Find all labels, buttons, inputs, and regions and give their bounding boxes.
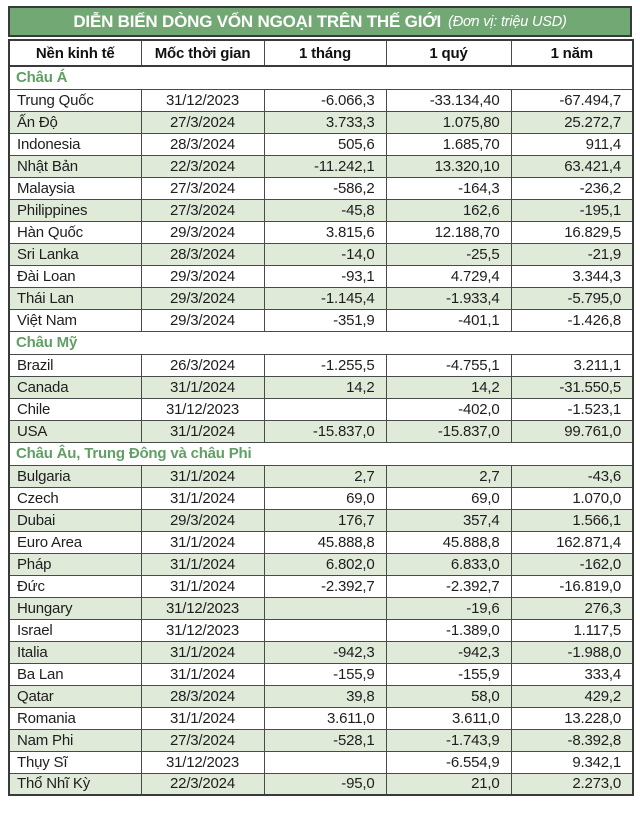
one-month-value: -351,9 [264, 309, 386, 331]
one-quarter-value: 162,6 [386, 199, 511, 221]
economy-name: Ấn Độ [9, 111, 141, 133]
one-quarter-value: 58,0 [386, 685, 511, 707]
table-row [9, 773, 633, 795]
section-header-label: Châu Mỹ [9, 331, 633, 354]
economy-name: Thái Lan [9, 287, 141, 309]
one-year-value: 162.871,4 [511, 531, 633, 553]
section-row [9, 331, 633, 354]
date-value: 31/12/2023 [141, 89, 264, 111]
one-quarter-value: 3.611,0 [386, 707, 511, 729]
economy-name: Canada [9, 376, 141, 398]
section-row [9, 66, 633, 89]
date-value: 29/3/2024 [141, 309, 264, 331]
section-header-label: Châu Âu, Trung Đông và châu Phi [9, 442, 633, 465]
economy-name: Italia [9, 641, 141, 663]
one-month-value: -45,8 [264, 199, 386, 221]
economy-name: Thụy Sĩ [9, 751, 141, 773]
date-value: 22/3/2024 [141, 773, 264, 795]
date-value: 27/3/2024 [141, 111, 264, 133]
one-month-value [264, 597, 386, 619]
one-month-value: 505,6 [264, 133, 386, 155]
economy-name: Trung Quốc [9, 89, 141, 111]
one-quarter-value: 69,0 [386, 487, 511, 509]
economy-name: Ba Lan [9, 663, 141, 685]
date-value: 29/3/2024 [141, 509, 264, 531]
one-quarter-value: -942,3 [386, 641, 511, 663]
one-year-value: -236,2 [511, 177, 633, 199]
table-row [9, 177, 633, 199]
one-year-value: 25.272,7 [511, 111, 633, 133]
one-quarter-value: -25,5 [386, 243, 511, 265]
one-quarter-value: 14,2 [386, 376, 511, 398]
date-value: 31/1/2024 [141, 465, 264, 487]
one-quarter-value: 2,7 [386, 465, 511, 487]
section-row [9, 442, 633, 465]
table-row [9, 398, 633, 420]
economy-name: Qatar [9, 685, 141, 707]
one-month-value: 69,0 [264, 487, 386, 509]
economy-name: Bulgaria [9, 465, 141, 487]
economy-name: Philippines [9, 199, 141, 221]
one-quarter-value: -1.743,9 [386, 729, 511, 751]
table-row [9, 133, 633, 155]
date-value: 31/12/2023 [141, 398, 264, 420]
table-header-row [9, 40, 633, 66]
one-quarter-value: -19,6 [386, 597, 511, 619]
table-title: DIỄN BIẾN DÒNG VỐN NGOẠI TRÊN THẾ GIỚI [73, 11, 442, 31]
one-year-value: -1.426,8 [511, 309, 633, 331]
table-row [9, 243, 633, 265]
one-quarter-value: -402,0 [386, 398, 511, 420]
one-year-value: 429,2 [511, 685, 633, 707]
one-month-value: 6.802,0 [264, 553, 386, 575]
one-quarter-value: -401,1 [386, 309, 511, 331]
table-row [9, 751, 633, 773]
date-value: 31/1/2024 [141, 663, 264, 685]
one-year-value: 1.070,0 [511, 487, 633, 509]
one-month-value: 3.611,0 [264, 707, 386, 729]
date-value: 28/3/2024 [141, 243, 264, 265]
date-value: 26/3/2024 [141, 354, 264, 376]
one-quarter-value: 21,0 [386, 773, 511, 795]
economy-name: Chile [9, 398, 141, 420]
economy-name: Czech [9, 487, 141, 509]
one-year-value: -31.550,5 [511, 376, 633, 398]
date-value: 31/1/2024 [141, 641, 264, 663]
table-row [9, 487, 633, 509]
one-year-value: -21,9 [511, 243, 633, 265]
economy-name: Việt Nam [9, 309, 141, 331]
economy-name: Pháp [9, 553, 141, 575]
date-value: 29/3/2024 [141, 265, 264, 287]
economy-name: Đức [9, 575, 141, 597]
one-month-value: 3.815,6 [264, 221, 386, 243]
one-quarter-value: -164,3 [386, 177, 511, 199]
one-year-value: 63.421,4 [511, 155, 633, 177]
date-value: 28/3/2024 [141, 685, 264, 707]
one-month-value: -942,3 [264, 641, 386, 663]
date-value: 28/3/2024 [141, 133, 264, 155]
one-month-value: -93,1 [264, 265, 386, 287]
one-year-value: 911,4 [511, 133, 633, 155]
table-row [9, 509, 633, 531]
table-row [9, 376, 633, 398]
table-row [9, 420, 633, 442]
date-value: 31/12/2023 [141, 597, 264, 619]
date-value: 31/1/2024 [141, 553, 264, 575]
one-month-value: 2,7 [264, 465, 386, 487]
one-year-value: -162,0 [511, 553, 633, 575]
one-year-value: 13.228,0 [511, 707, 633, 729]
table-row [9, 663, 633, 685]
one-year-value: -43,6 [511, 465, 633, 487]
economy-name: Romania [9, 707, 141, 729]
one-month-value: -14,0 [264, 243, 386, 265]
one-year-value: 99.761,0 [511, 420, 633, 442]
one-quarter-value: -33.134,40 [386, 89, 511, 111]
one-month-value: -95,0 [264, 773, 386, 795]
one-month-value [264, 398, 386, 420]
table-row [9, 729, 633, 751]
date-value: 31/1/2024 [141, 487, 264, 509]
economy-name: Nam Phi [9, 729, 141, 751]
one-quarter-value: -2.392,7 [386, 575, 511, 597]
date-value: 31/12/2023 [141, 751, 264, 773]
one-quarter-value: 13.320,10 [386, 155, 511, 177]
one-year-value: 1.117,5 [511, 619, 633, 641]
table-row [9, 597, 633, 619]
date-value: 31/1/2024 [141, 376, 264, 398]
one-month-value: 3.733,3 [264, 111, 386, 133]
one-quarter-value: 6.833,0 [386, 553, 511, 575]
date-value: 31/1/2024 [141, 575, 264, 597]
one-month-value [264, 619, 386, 641]
table-row [9, 221, 633, 243]
one-quarter-value: 45.888,8 [386, 531, 511, 553]
one-quarter-value: -1.389,0 [386, 619, 511, 641]
date-value: 27/3/2024 [141, 729, 264, 751]
table-row [9, 553, 633, 575]
economy-name: Thổ Nhĩ Kỳ [9, 773, 141, 795]
one-year-value: -8.392,8 [511, 729, 633, 751]
one-quarter-value: 12.188,70 [386, 221, 511, 243]
table-row [9, 707, 633, 729]
column-header-economy: Nền kinh tế [9, 40, 141, 66]
table-row [9, 354, 633, 376]
one-month-value: -528,1 [264, 729, 386, 751]
table-row [9, 685, 633, 707]
table-row [9, 89, 633, 111]
one-month-value: -1.255,5 [264, 354, 386, 376]
economy-name: Nhật Bản [9, 155, 141, 177]
table-row [9, 641, 633, 663]
one-year-value: -1.988,0 [511, 641, 633, 663]
one-month-value: -15.837,0 [264, 420, 386, 442]
economy-name: USA [9, 420, 141, 442]
one-quarter-value: 1.685,70 [386, 133, 511, 155]
one-year-value: -1.523,1 [511, 398, 633, 420]
one-quarter-value: -6.554,9 [386, 751, 511, 773]
date-value: 22/3/2024 [141, 155, 264, 177]
one-quarter-value: 1.075,80 [386, 111, 511, 133]
one-month-value [264, 751, 386, 773]
economy-name: Hàn Quốc [9, 221, 141, 243]
one-month-value: 45.888,8 [264, 531, 386, 553]
table-unit-note: (Đơn vị: triệu USD) [448, 13, 567, 30]
one-year-value: -195,1 [511, 199, 633, 221]
economy-name: Đài Loan [9, 265, 141, 287]
capital-flows-table [8, 39, 634, 796]
economy-name: Hungary [9, 597, 141, 619]
economy-name: Euro Area [9, 531, 141, 553]
table-row [9, 287, 633, 309]
one-month-value: -6.066,3 [264, 89, 386, 111]
economy-name: Israel [9, 619, 141, 641]
table-row [9, 531, 633, 553]
one-month-value: -11.242,1 [264, 155, 386, 177]
date-value: 31/1/2024 [141, 707, 264, 729]
one-month-value: -586,2 [264, 177, 386, 199]
date-value: 27/3/2024 [141, 199, 264, 221]
one-month-value: -1.145,4 [264, 287, 386, 309]
one-year-value: 3.344,3 [511, 265, 633, 287]
date-value: 31/12/2023 [141, 619, 264, 641]
one-month-value: 39,8 [264, 685, 386, 707]
economy-name: Dubai [9, 509, 141, 531]
column-header-date: Mốc thời gian [141, 40, 264, 66]
one-month-value: 176,7 [264, 509, 386, 531]
date-value: 31/1/2024 [141, 420, 264, 442]
column-header-one-quarter: 1 quý [386, 40, 511, 66]
date-value: 27/3/2024 [141, 177, 264, 199]
table-row [9, 309, 633, 331]
table-row [9, 575, 633, 597]
one-year-value: -5.795,0 [511, 287, 633, 309]
table-row [9, 465, 633, 487]
one-year-value: 2.273,0 [511, 773, 633, 795]
one-quarter-value: -1.933,4 [386, 287, 511, 309]
one-month-value: -155,9 [264, 663, 386, 685]
table-row [9, 155, 633, 177]
one-year-value: -16.819,0 [511, 575, 633, 597]
column-header-one-month: 1 tháng [264, 40, 386, 66]
economy-name: Malaysia [9, 177, 141, 199]
table-body [9, 66, 633, 795]
table-row [9, 619, 633, 641]
date-value: 31/1/2024 [141, 531, 264, 553]
economy-name: Sri Lanka [9, 243, 141, 265]
section-header-label: Châu Á [9, 66, 633, 89]
table-row [9, 199, 633, 221]
table-row [9, 265, 633, 287]
one-quarter-value: 357,4 [386, 509, 511, 531]
one-month-value: 14,2 [264, 376, 386, 398]
one-quarter-value: -4.755,1 [386, 354, 511, 376]
date-value: 29/3/2024 [141, 221, 264, 243]
table-row [9, 111, 633, 133]
one-quarter-value: -155,9 [386, 663, 511, 685]
one-year-value: 3.211,1 [511, 354, 633, 376]
one-year-value: 16.829,5 [511, 221, 633, 243]
date-value: 29/3/2024 [141, 287, 264, 309]
one-year-value: 9.342,1 [511, 751, 633, 773]
one-year-value: 333,4 [511, 663, 633, 685]
one-year-value: 276,3 [511, 597, 633, 619]
economy-name: Brazil [9, 354, 141, 376]
column-header-one-year: 1 năm [511, 40, 633, 66]
one-year-value: -67.494,7 [511, 89, 633, 111]
economy-name: Indonesia [9, 133, 141, 155]
one-quarter-value: 4.729,4 [386, 265, 511, 287]
one-quarter-value: -15.837,0 [386, 420, 511, 442]
one-year-value: 1.566,1 [511, 509, 633, 531]
table-title-bar [8, 6, 632, 37]
one-month-value: -2.392,7 [264, 575, 386, 597]
